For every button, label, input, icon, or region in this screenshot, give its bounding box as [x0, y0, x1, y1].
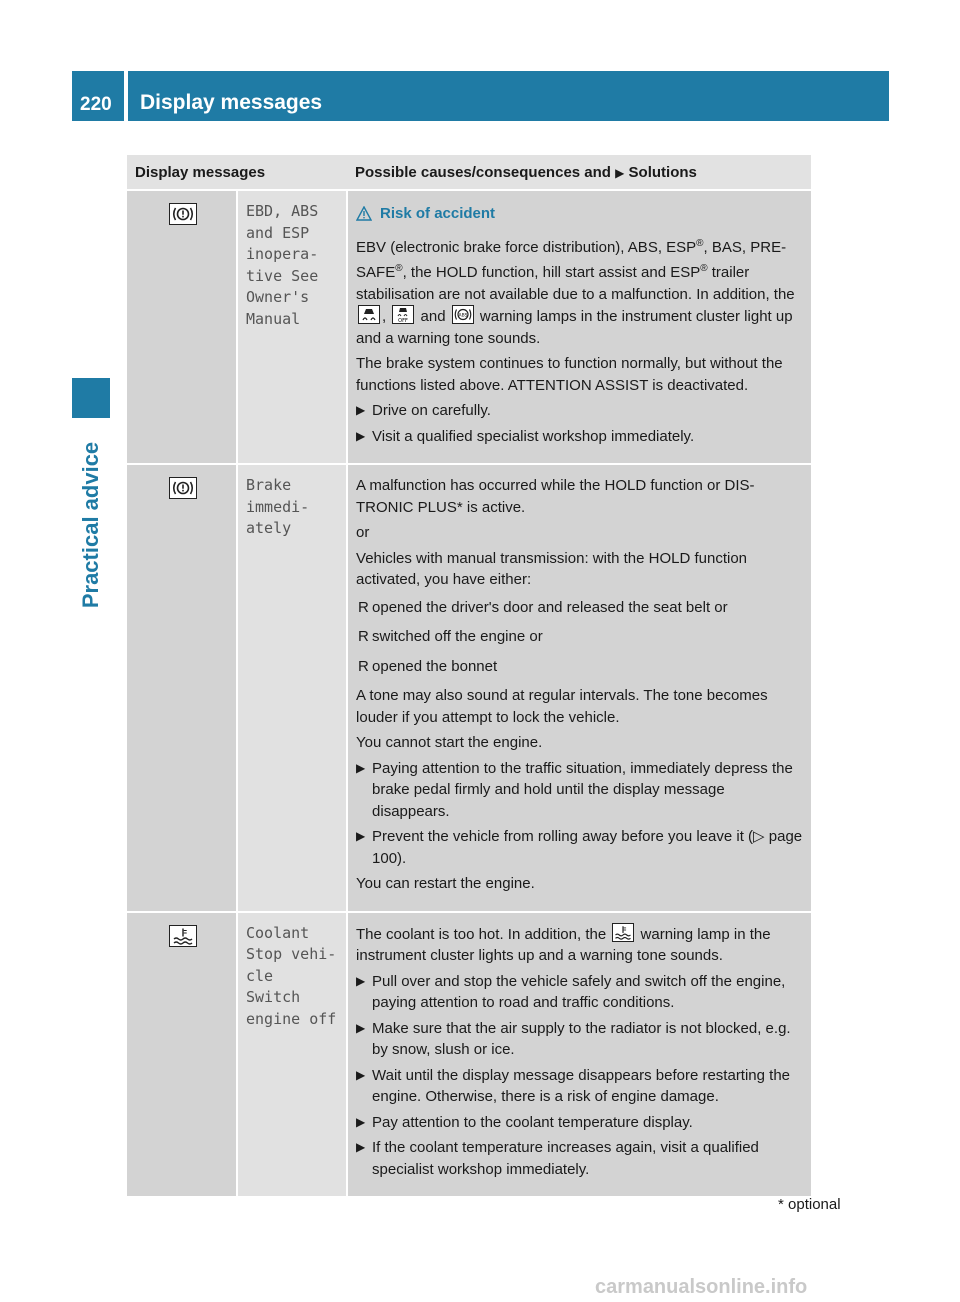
cause-paragraph: A malfunction has occurred while the HOLD function or DIS-TRONIC PLUS* is active. — [356, 477, 755, 516]
risk-label: Risk of accident — [380, 205, 496, 222]
text-span: warning lamps in the instrument cluster light up and a warning tone sounds. — [356, 308, 793, 347]
coolant-temperature-icon — [612, 923, 634, 942]
registered-mark: ® — [395, 263, 403, 274]
coolant-temperature-icon — [169, 925, 197, 947]
brake-warning-icon — [169, 477, 197, 499]
display-message-text: Coolant Stop vehi- cle Switch engine off — [246, 923, 337, 1028]
step-text: Drive on carefully. — [372, 402, 491, 419]
or-paragraph: or — [356, 524, 370, 541]
arrow-icon: ▶ — [356, 973, 366, 988]
arrow-icon: ▶ — [615, 165, 625, 180]
text-span: and — [420, 308, 446, 325]
arrow-icon: ▶ — [356, 428, 366, 443]
side-tab-marker — [72, 378, 110, 418]
solution-step — [356, 426, 805, 448]
info-paragraph: A tone may also sound at regular intervals. The tone becomes louder if you attempt to lock the vehicle. — [356, 687, 768, 726]
optional-footnote: * optional — [778, 1196, 841, 1213]
row-display-cell — [237, 912, 347, 1197]
table-row — [127, 464, 811, 912]
bullet-icon: R — [358, 598, 369, 616]
svg-text:ABS: ABS — [458, 313, 468, 319]
step-text: Pay attention to the coolant temperature display. — [372, 1113, 693, 1131]
page-reference-link[interactable]: page 100). — [372, 828, 803, 867]
list-item-text: opened the driver's door and released the seat belt or — [372, 598, 728, 616]
step-text: Pull over and stop the vehicle safely and switch off the engine, paying attention to road and traffic conditions. — [372, 972, 786, 1011]
cause-paragraph — [356, 923, 805, 967]
text-span: trailer stabilisation are not available due to a malfunction. In addition, the — [356, 264, 795, 303]
solution-step — [356, 826, 805, 869]
page-header — [72, 71, 889, 121]
cause-paragraph — [356, 233, 805, 350]
list-item-text: switched off the engine or — [372, 628, 543, 645]
row-solution-cell — [347, 190, 811, 464]
solution-step — [356, 758, 805, 823]
step-text: Make sure that the air supply to the radiator is not blocked, e.g. by snow, slush or ice. — [372, 1019, 791, 1058]
risk-warning — [356, 203, 805, 225]
page-ref-icon: ▷ — [753, 828, 765, 845]
display-messages-table — [127, 155, 811, 1196]
watermark: carmanualsonline.info — [595, 1276, 808, 1298]
bullet-icon: R — [358, 657, 369, 675]
list-item-text: opened the bonnet — [372, 657, 498, 675]
side-section-label — [72, 420, 110, 630]
step-text: Paying attention to the traffic situation, immediately depress the brake pedal firmly and hold until the display message disappears. — [372, 759, 793, 820]
abs-warning-icon — [452, 305, 474, 324]
info-paragraph: You cannot start the engine. — [356, 734, 543, 751]
registered-mark: ® — [696, 237, 704, 249]
brake-warning-icon — [169, 203, 197, 225]
step-text: Wait until the display message disappears before restarting the engine. Otherwise, there is a risk of engine damage. — [372, 1066, 791, 1105]
info-paragraph: The brake system continues to function normally, but without the functions listed above. ATTENTION ASSIST is deactivated. — [356, 355, 783, 394]
row-display-cell — [237, 190, 347, 464]
row-icon-cell — [127, 464, 237, 912]
solution-step — [356, 1112, 805, 1134]
solution-step — [356, 1137, 805, 1180]
step-text: If the coolant temperature increases again, visit a qualified specialist workshop immediately. — [372, 1139, 759, 1178]
page-number: 220 — [80, 94, 112, 115]
display-message-text: EBD, ABS and ESP inopera- tive See Owner's Manual — [246, 202, 319, 328]
text-span: , — [382, 308, 387, 325]
page-number-box — [72, 71, 124, 121]
arrow-icon: ▶ — [356, 760, 366, 775]
solution-step — [356, 1018, 805, 1061]
header-display-messages — [127, 155, 347, 190]
step-text: Visit a qualified specialist workshop immediately. — [372, 427, 695, 445]
section-label-text: Practical advice — [78, 441, 103, 609]
bullet-icon: R — [358, 628, 369, 645]
list-item — [356, 626, 805, 648]
text-span: warning lamp in the instrument cluster lights up and a warning tone sounds. — [356, 925, 771, 964]
page-title: Display messages — [140, 91, 323, 114]
row-solution-cell — [347, 464, 811, 912]
arrow-icon: ▶ — [356, 829, 366, 843]
info-paragraph: Vehicles with manual transmission: with the HOLD function activated, you have either: — [356, 549, 748, 588]
arrow-icon: ▶ — [356, 1114, 366, 1129]
header-solutions-prefix: Possible causes/consequences and — [355, 163, 611, 181]
step-text: Prevent the vehicle from rolling away before you leave it ( — [372, 828, 754, 845]
header-title-box — [128, 71, 889, 121]
table-row — [127, 912, 811, 1197]
header-solutions-suffix: Solutions — [628, 163, 697, 181]
table-header-row — [127, 155, 811, 190]
table-row — [127, 190, 811, 464]
esp-off-icon — [392, 305, 414, 324]
row-solution-cell — [347, 912, 811, 1197]
solution-step — [356, 971, 805, 1014]
text-span: The coolant is too hot. In addition, the — [356, 925, 607, 943]
text-span: , the HOLD function, hill start assist and ESP — [402, 264, 701, 281]
arrow-icon: ▶ — [356, 403, 366, 417]
solution-step — [356, 1065, 805, 1108]
text-span: , BAS, PRE-SAFE — [356, 238, 787, 281]
list-item — [356, 656, 805, 678]
header-solutions — [347, 155, 811, 190]
row-icon-cell — [127, 190, 237, 464]
row-display-cell — [237, 464, 347, 912]
arrow-icon: ▶ — [356, 1140, 366, 1154]
skid-warning-icon — [358, 305, 380, 324]
arrow-icon: ▶ — [356, 1020, 366, 1035]
warning-triangle-icon — [356, 206, 372, 221]
header-display-label: Display messages — [135, 163, 266, 181]
display-message-text: Brake immedi- ately — [246, 476, 310, 537]
row-icon-cell — [127, 912, 237, 1197]
solution-step — [356, 400, 805, 422]
arrow-icon: ▶ — [356, 1067, 366, 1082]
info-paragraph: You can restart the engine. — [356, 875, 535, 892]
svg-text:OFF: OFF — [398, 318, 409, 323]
text-span: EBV (electronic brake force distribution), ABS, ESP — [356, 238, 697, 256]
list-item — [356, 597, 805, 619]
registered-mark: ® — [700, 263, 708, 274]
